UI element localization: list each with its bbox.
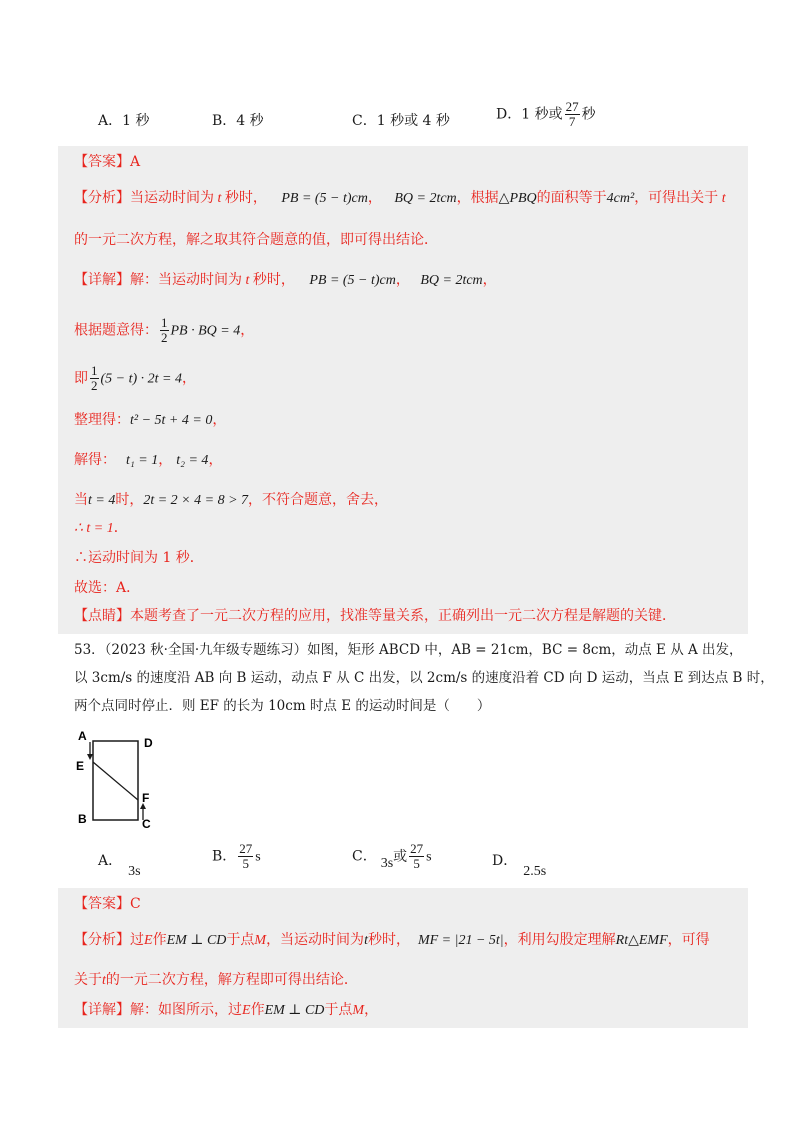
analysis-text: 秒时，	[224, 190, 267, 206]
variable-t: t	[214, 191, 225, 206]
step-text: 当	[74, 492, 88, 508]
step-text: 即	[74, 370, 88, 387]
analysis-text: 的一元二次方程，解之取其符合题意的值，即可得出结论．	[74, 232, 438, 248]
option-unit: s	[426, 849, 432, 865]
step-text: ，不符合题意，舍去，	[248, 492, 389, 508]
rectangle-figure	[76, 728, 166, 828]
q53-question-line3: 两个点同时停止．则 EF 的长为 10cm 时点 E 的运动时间是（ ）	[74, 698, 491, 714]
point-e: E	[144, 933, 153, 948]
detail-text: ，	[364, 1002, 379, 1018]
q52-detail-step4: 解得： t₁ = 1， t₂ = 4，	[74, 452, 223, 468]
option-label: B．	[212, 848, 237, 865]
fraction-numerator: 27	[239, 841, 253, 856]
q52-analysis-line2	[74, 230, 438, 250]
formula-perpendicular: EM ⊥ CD	[166, 933, 227, 948]
step-text: 故选：A．	[74, 580, 141, 596]
arrowhead-down-icon	[87, 754, 93, 760]
variable-t: t	[364, 933, 368, 948]
formula-pb: PB = (5 − t)cm	[281, 191, 368, 206]
step-formula: t² − 5t + 4 = 0	[130, 413, 213, 428]
q52-answer	[74, 152, 140, 172]
option-label: A．	[98, 853, 123, 869]
analysis-text: 于点	[226, 932, 255, 948]
q53-option-b	[212, 842, 261, 871]
point-tag: 【点睛】	[74, 608, 130, 624]
step-formula: 2t = 2 × 4 = 8 > 7	[143, 493, 249, 508]
formula-rt-triangle: Rt△EMF	[615, 933, 668, 948]
q52-detail-step8	[74, 578, 140, 598]
q53-option-c	[352, 842, 432, 871]
formula-pb: PB = (5 − t)cm	[309, 273, 396, 288]
q52-analysis-line1: 【分析】当运动时间为 t 秒时， PB = (5 − t)cm， BQ = 2tcm，根据△PBQ的面积等于4cm²，可得出关于 t	[74, 190, 726, 206]
q52-option-d-prefix: D．1 秒或	[496, 106, 563, 123]
analysis-text: 作	[152, 932, 167, 948]
analysis-text: ，利用勾股定理解	[503, 932, 616, 948]
option-value: 2.5s	[523, 864, 547, 879]
detail-tag: 【详解】	[74, 1002, 130, 1018]
q53-answer	[74, 894, 141, 914]
fraction	[238, 842, 253, 871]
analysis-text: 关于	[74, 972, 102, 988]
label-c: C	[142, 817, 151, 828]
step-formula: t = 4	[88, 493, 116, 508]
fraction	[409, 842, 424, 871]
analysis-text: ，当运动时间为	[266, 932, 365, 948]
option-value: 3s	[128, 864, 141, 879]
step-formula: ∴ t = 1	[74, 521, 114, 536]
detail-tag: 【详解】	[74, 272, 130, 288]
q52-detail-step2: 即 $\frac{1}{2}$ (5 − t) · 2t = 4，	[74, 363, 196, 393]
option-or: 或	[393, 848, 408, 865]
step-formula: PB · BQ = 4	[170, 323, 241, 339]
formula-triangle: △PBQ	[498, 191, 537, 206]
option-value: 3s	[380, 855, 394, 871]
analysis-text: ，可得	[667, 932, 710, 948]
fraction	[565, 100, 580, 129]
formula-bq: BQ = 2tcm	[420, 273, 483, 288]
formula-perpendicular: EM ⊥ CD	[264, 1003, 325, 1018]
variable-t: t	[242, 273, 253, 288]
label-f: F	[142, 791, 150, 805]
point-m: M	[352, 1003, 365, 1018]
fraction-denominator: 5	[413, 856, 420, 871]
q53-option-d	[492, 850, 547, 879]
formula-mf: MF = |21 − 5t|	[417, 933, 504, 948]
analysis-text: ，根据	[456, 190, 499, 206]
fraction-denominator: 7	[568, 114, 576, 129]
q53-question-line1: 53．（2023 秋·全国·九年级专题练习）如图，矩形 ABCD 中，AB = 21cm，BC = 8cm，动点 E 从 A 出发，	[74, 642, 743, 658]
detail-text: 解：如图所示，过	[130, 1002, 242, 1018]
analysis-text: 的面积等于	[536, 190, 607, 206]
q52-detail-intro: 【详解】解：当运动时间为 t 秒时， PB = (5 − t)cm， BQ = 2tcm，	[74, 272, 497, 288]
analysis-text: 的一元二次方程，解方程即可得出结论．	[105, 972, 358, 988]
step-formula: t₁ = 1	[126, 453, 159, 468]
analysis-tag: 【分析】	[74, 190, 130, 206]
q52-option-b: B．4 秒	[212, 113, 264, 129]
fraction-half: $\frac{1}{2}$	[91, 363, 98, 393]
step-formula: t₂ = 4	[176, 453, 209, 468]
fraction-numerator: 27	[410, 841, 424, 856]
q52-detail-step7	[74, 548, 204, 568]
q53-analysis-line1	[74, 930, 710, 951]
q52-detail-step3: 整理得：t² − 5t + 4 = 0，	[74, 412, 227, 428]
fraction-denominator: 5	[242, 856, 250, 871]
option-label: D．	[492, 853, 518, 869]
formula-area: 4cm²	[606, 191, 635, 206]
label-e: E	[76, 759, 85, 773]
q53-detail-intro	[74, 1000, 378, 1021]
q52-option-a: A．1 秒	[98, 113, 150, 129]
q52-point	[74, 606, 676, 626]
fraction-half: $\frac{1}{2}$	[161, 315, 168, 345]
step-text: 整理得：	[74, 412, 130, 428]
q53-analysis-line2	[74, 970, 358, 991]
step-text: ∴运动时间为 1 秒．	[74, 550, 204, 566]
q52-option-c: C．1 秒或 4 秒	[352, 113, 450, 129]
point-m: M	[254, 933, 267, 948]
fraction-numerator: 27	[565, 99, 579, 114]
variable-t: t	[102, 973, 106, 988]
detail-text: 解：当运动时间为	[130, 272, 242, 288]
variable-t: t	[718, 191, 726, 206]
option-unit: s	[255, 849, 261, 865]
analysis-text: ，可得出关于	[634, 190, 719, 206]
answer-tag: 【答案】	[74, 896, 130, 912]
answer-value: C	[130, 896, 141, 912]
step-text: 时，	[115, 492, 144, 508]
q53-option-a	[98, 850, 141, 879]
analysis-text: 秒时，	[367, 932, 410, 948]
step-text: 根据题意得：	[74, 322, 158, 339]
q52-option-d	[496, 100, 596, 129]
analysis-text: 当运动时间为	[130, 190, 214, 206]
analysis-tag: 【分析】	[74, 932, 130, 948]
label-b: B	[78, 812, 87, 826]
detail-text: 秒时，	[252, 272, 295, 288]
option-label: C．	[352, 848, 377, 865]
label-d: D	[144, 736, 153, 750]
answer-value: A	[130, 154, 141, 170]
q52-detail-step5	[74, 490, 388, 511]
detail-text: 于点	[324, 1002, 353, 1018]
step-text: 解得：	[74, 452, 116, 468]
label-a: A	[78, 729, 87, 743]
point-text: 本题考查了一元二次方程的应用，找准等量关系，正确列出一元二次方程是解题的关键．	[130, 608, 676, 624]
formula-bq: BQ = 2tcm	[394, 191, 457, 206]
detail-text: 作	[250, 1002, 265, 1018]
answer-tag: 【答案】	[74, 154, 130, 170]
q52-option-d-suffix: 秒	[581, 106, 596, 123]
analysis-text: 过	[130, 932, 144, 948]
q52-detail-step1: 根据题意得： $\frac{1}{2}$ PB · BQ = 4，	[74, 315, 255, 345]
q52-detail-step6: ∴ t = 1．	[74, 520, 128, 536]
step-formula: (5 − t) · 2t = 4	[100, 371, 182, 387]
point-e: E	[242, 1003, 251, 1018]
segment-ef	[93, 762, 138, 800]
q53-question-line2: 以 3cm/s 的速度沿 AB 向 B 运动，动点 F 从 C 出发，以 2cm/s 的速度沿着 CD 向 D 运动，当点 E 到达点 B 时，	[74, 670, 774, 686]
